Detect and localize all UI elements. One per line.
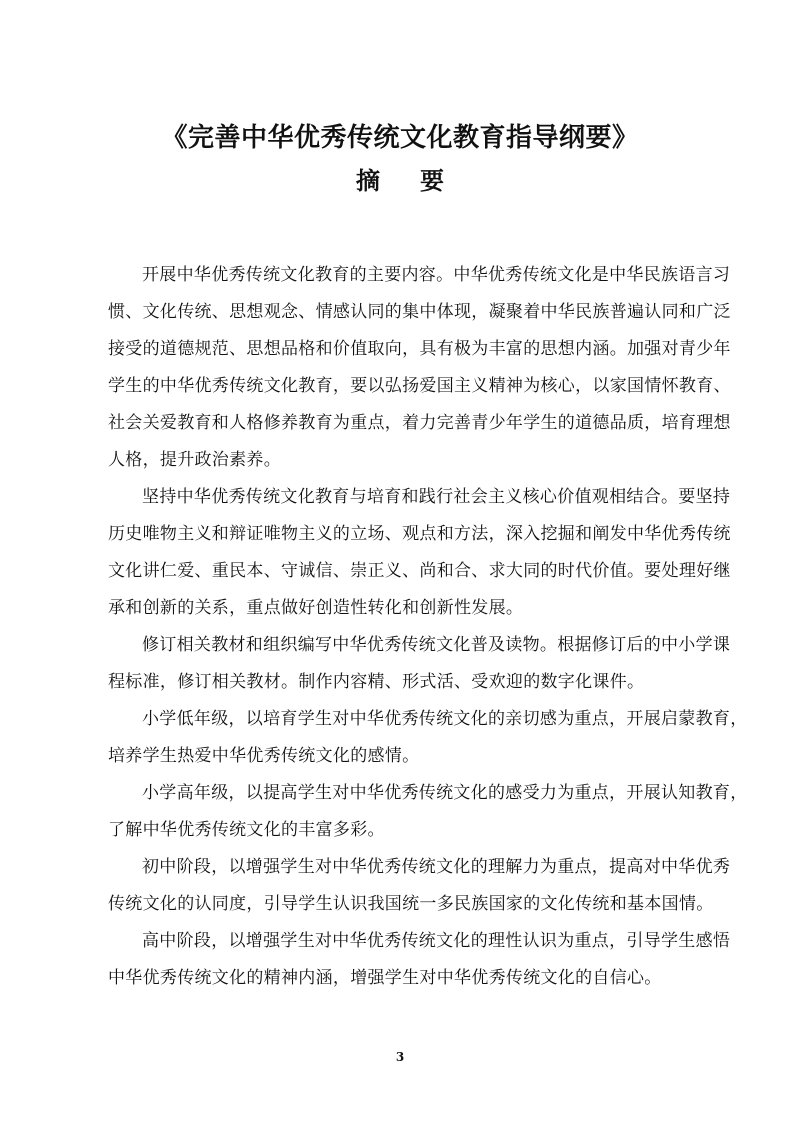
text-line: 学生的中华优秀传统文化教育，要以弘扬爱国主义精神为核心，以家国情怀教育、	[108, 376, 731, 396]
text-line: 社会关爱教育和人格修养教育为重点，着力完善青少年学生的道德品质，培育理想	[108, 413, 731, 433]
text-line: 了解中华优秀传统文化的丰富多彩。	[108, 820, 385, 840]
text-line: 修订相关教材和组织编写中华优秀传统文化普及读物。根据修订后的中小学课	[142, 635, 731, 655]
paragraph	[108, 775, 748, 849]
paragraph	[108, 923, 731, 997]
paragraph	[108, 849, 731, 923]
text-line: 开展中华优秀传统文化教育的主要内容。中华优秀传统文化是中华民族语言习	[142, 265, 731, 285]
text-line: 中华优秀传统文化的精神内涵，增强学生对中华优秀传统文化的自信心。	[108, 968, 662, 988]
paragraph	[108, 479, 731, 627]
text-line: 高中阶段，以增强学生对中华优秀传统文化的理性认识为重点，引导学生感悟	[142, 931, 731, 951]
text-line: 历史唯物主义和辩证唯物主义的立场、观点和方法，深入挖掘和阐发中华优秀传统	[108, 524, 731, 544]
text-line: 文化讲仁爱、重民本、守诚信、崇正义、尚和合、求大同的时代价值。要处理好继	[108, 561, 731, 581]
text-line: 惯、文化传统、思想观念、情感认同的集中体现，凝聚着中华民族普遍认同和广泛	[108, 302, 731, 322]
text-line: 接受的道德规范、思想品格和价值取向，具有极为丰富的思想内涵。加强对青少年	[108, 339, 731, 359]
text-line: 小学低年级，以培育学生对中华优秀传统文化的亲切感为重点，开展启蒙教育，	[142, 709, 748, 729]
document-body	[108, 257, 748, 997]
document-subtitle	[0, 166, 800, 196]
text-line: 培养学生热爱中华优秀传统文化的感情。	[108, 746, 420, 766]
text-line: 坚持中华优秀传统文化教育与培育和践行社会主义核心价值观相结合。要坚持	[142, 487, 731, 507]
subtitle-char-2: 要	[420, 166, 444, 195]
paragraph	[108, 701, 748, 775]
text-line: 人格，提升政治素养。	[108, 450, 281, 470]
text-line: 承和创新的关系，重点做好创造性转化和创新性发展。	[108, 598, 524, 618]
paragraph	[108, 627, 731, 701]
subtitle-char-1: 摘	[356, 166, 380, 195]
document-title: 《完善中华优秀传统文化教育指导纲要》	[161, 123, 639, 153]
paragraph	[108, 257, 731, 479]
text-line: 传统文化的认同度，引导学生认识我国统一多民族国家的文化传统和基本国情。	[108, 894, 714, 914]
text-line: 初中阶段，以增强学生对中华优秀传统文化的理解力为重点，提高对中华优秀	[142, 857, 731, 877]
page-number: 3	[395, 1050, 405, 1064]
text-line: 程标准，修订相关教材。制作内容精、形式活、受欢迎的数字化课件。	[108, 672, 645, 692]
text-line: 小学高年级，以提高学生对中华优秀传统文化的感受力为重点，开展认知教育，	[142, 783, 748, 803]
